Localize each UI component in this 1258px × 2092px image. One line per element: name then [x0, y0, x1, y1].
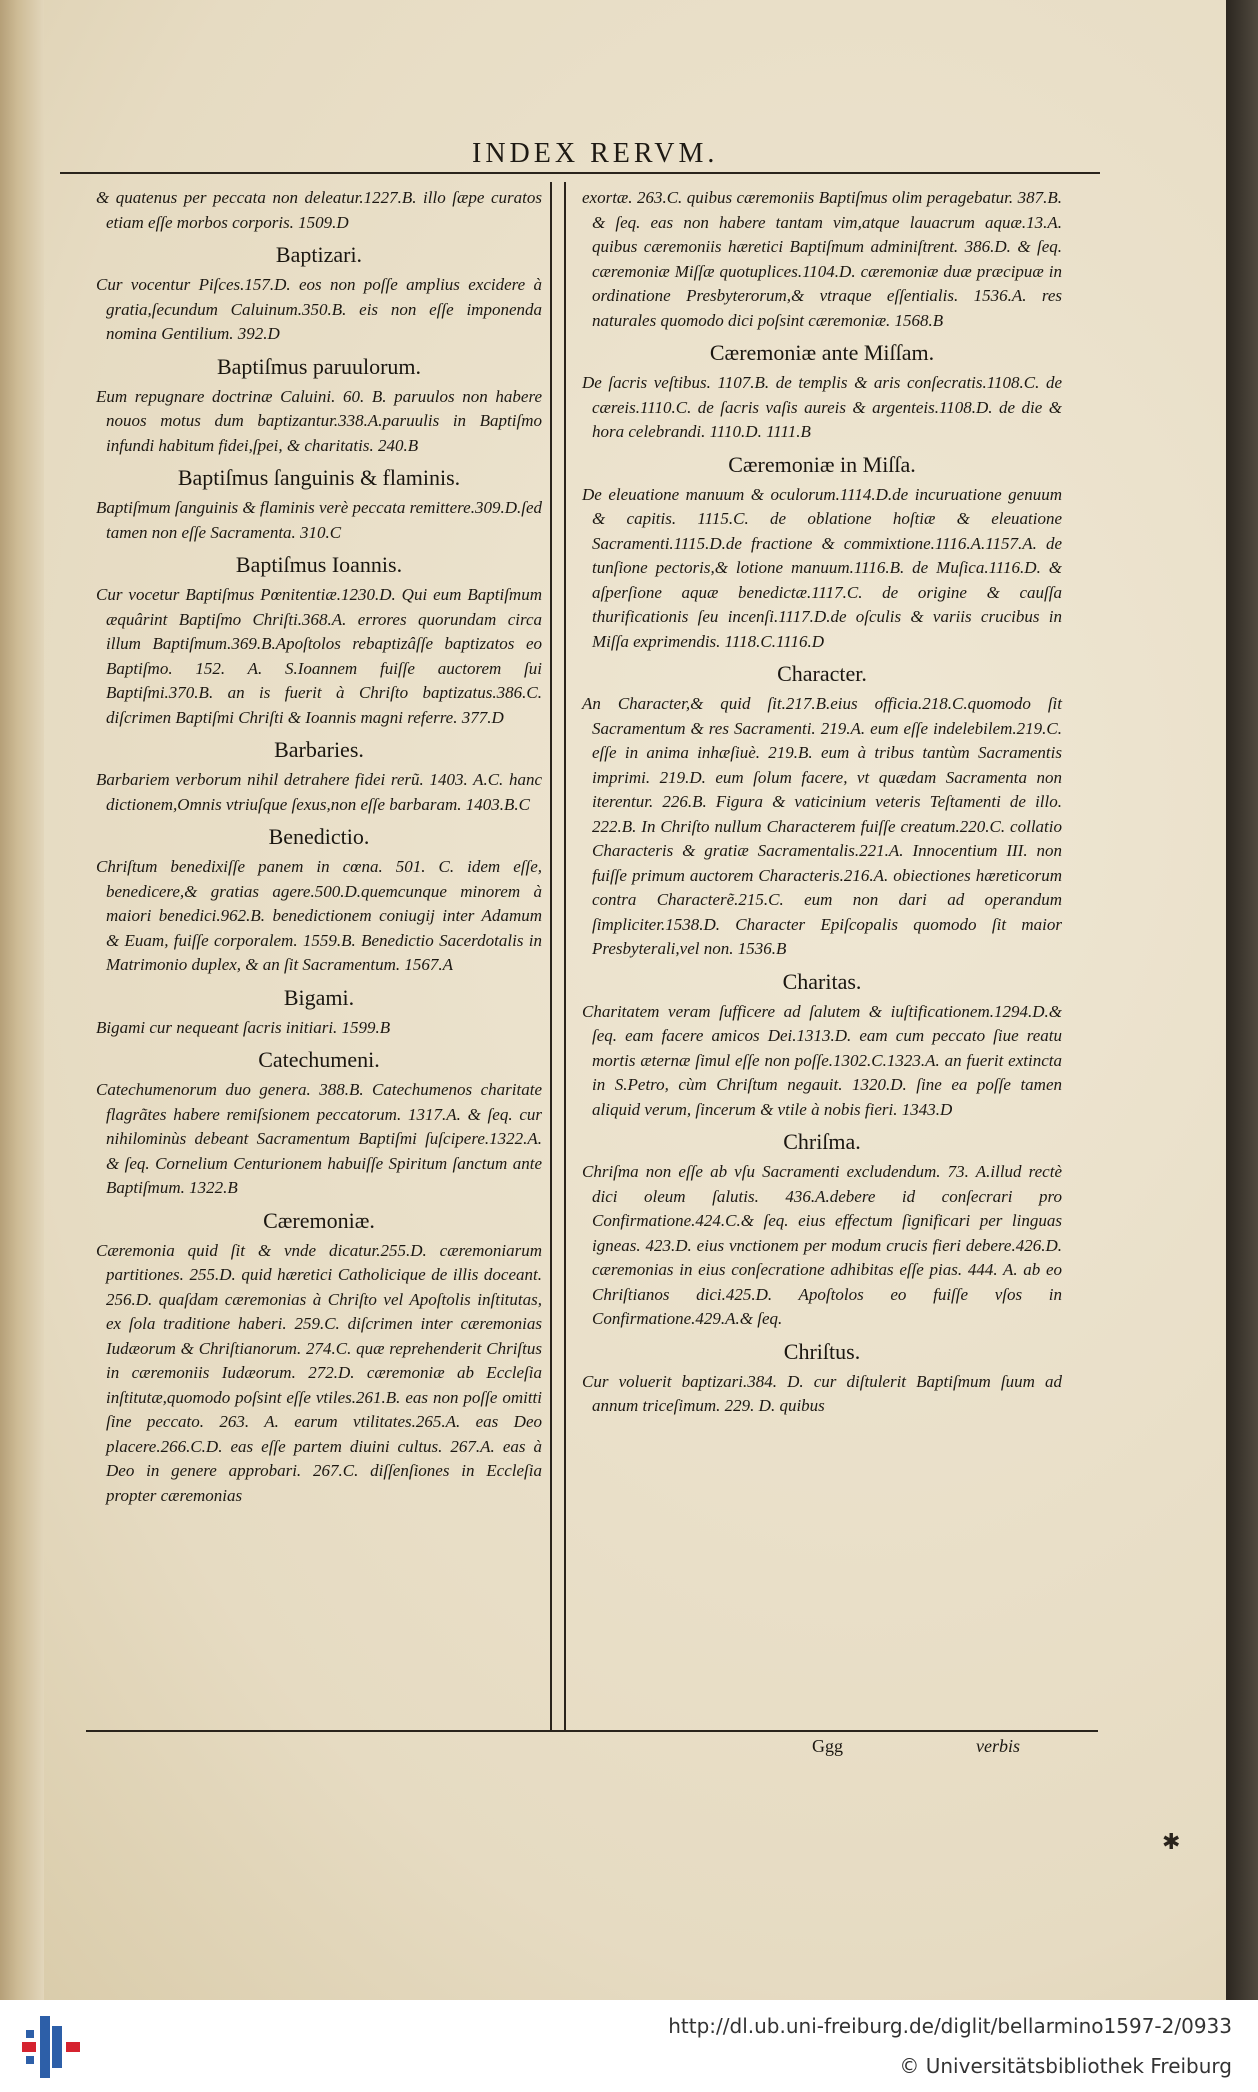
page-right-edge — [1226, 0, 1258, 2000]
bottom-rule — [86, 1730, 1098, 1732]
header-rule — [60, 172, 1100, 174]
index-entry: Chriſtum benedixiſſe panem in cœna. 501. C. idem eſſe, benedicere,& gratias agere.500.D.quemcunque minorem à maiori benedici.962.B. benedictionem coniugij inter Adamum & Euam, fuiſſe corporalem. 1559.B. Benedictio Sacerdotalis in Matrimonio duplex, & an ſit Sacramentum. 1567.A — [96, 857, 542, 974]
right-column-content — [582, 186, 1062, 1419]
index-entry: Catechumenorum duo genera. 388.B. Catechumenos charitate flagrãtes habere remiſsionem peccatorum. 1317.A. & ſeq. cur nihilominùs debeant Sacramentum Baptiſmi ſuſcipere.1322.A. & ſeq. Cornelium Centurionem habuiſſe Spiritum ſanctum ante Baptiſmum. 1322.B — [96, 1080, 542, 1197]
index-entry: Eum repugnare doctrinæ Caluini. 60. B. paruulos non habere nouos motus dum baptizantur.338.A.paruulis in Baptiſmo infundi habitum fidei,ſpei, & charitatis. 240.B — [96, 386, 542, 455]
index-heading: Chriſtus. — [783, 1338, 861, 1364]
copyright-notice: © Universitätsbibliothek Freiburg — [899, 2054, 1232, 2078]
signature-mark: Ggg — [812, 1736, 843, 1756]
index-entry: Bigami cur nequeant ſacris initiari. 1599.B — [96, 1017, 391, 1037]
index-entry: Cur voluerit baptizari.384. D. cur diſtulerit Baptiſmum ſuum ad annum triceſimum. 229. D. quibus — [582, 1371, 1062, 1415]
left-column — [86, 182, 552, 1732]
index-heading: Chriſma. — [783, 1129, 861, 1154]
document-url-link[interactable]: http://dl.ub.uni-freiburg.de/diglit/bellarmino1597-2/0933 — [668, 2014, 1232, 2038]
index-heading: Cæremoniæ. — [263, 1207, 375, 1233]
page-title: INDEX RERVM. — [472, 138, 719, 169]
index-entry: Barbariem verborum nihil detrahere fidei rerũ. 1403. A.C. hanc dictionem,Omnis vtriuſque ſexus,non eſſe barbaram. 1403.B.C — [96, 770, 542, 814]
library-logo-icon — [22, 2016, 82, 2078]
index-entry: De ſacris veſtibus. 1107.B. de templis & aris conſecratis.1108.C. de cæreis.1110.C. de ſacris vaſis aureis & argenteis.1108.D. de die & hora celebrandi. 1110.D. 1111.B — [582, 373, 1062, 441]
page-gutter-shadow — [0, 0, 44, 2000]
index-entry: An Character,& quid ſit.217.B.eius officia.218.C.quomodo ſit Sacramentum & res Sacramenti. 219.A. eum eſſe indelebilem.219.C. eſſe in anima inhæſiuè. 219.B. eum à tribus tantùm Sacramentis imprimi. 219.D. eum ſolum facere, vt quædam Sacramenta non iterentur. 226.B. Figura & vaticinium veteris Teſtamenti de illo. 222.B. In Chriſto nullum Characterem fuiſſe creatum.220.C. collatio Characteris & gratiæ Sacramentalis.221.A. Innocentium III. non fuiſſe primum auctorem Characteris.216.A. obiectiones hæreticorum contra Characterẽ.215.C. eum non dari ad operandum ſimpliciter.1538.D. Character Epiſcopalis quomodo ſit maior Presbyterali,vel non. 1536.B — [582, 694, 1062, 958]
right-column — [564, 182, 1066, 1732]
index-heading: Baptiſmus paruulorum. — [216, 353, 422, 379]
index-heading: Bigami. — [283, 984, 355, 1010]
index-entry: De eleuatione manuum & oculorum.1114.D.de incuruatione genuum & capitis. 1115.C. de oblatione hoſtiæ & eleuatione Sacramenti.1115.D.de fractione & commixtione.1116.A.1157.A. de tunſione pectoris,& lotione manuum.1116.B. de Muſica.1116.D. & aſperſione aquæ benedictæ.1117.C. de origine & cauſſa thurificationis ſeu incenſi.1117.D.de oſculis & variis crucibus in Miſſa exprimendis. 1118.C.1116.D — [582, 484, 1062, 651]
index-entry: Cur vocentur Piſces.157.D. eos non poſſe amplius excidere à gratia,ſecundum Caluinum.350.B. eis non eſſe imponenda nomina Gentilium. 392.D — [96, 275, 542, 343]
index-entry: Charitatem veram ſufficere ad ſalutem & iuſtificationem.1294.D.& ſeq. eam facere amicos Dei.1313.D. eam cum peccato ſiue reatu mortis æternæ ſimul eſſe non poſſe.1302.C.1323.A. an fuerit extincta in S.Petro, cùm Chriſtum negauit. 1320.D. ſine ea poſſe tamen aliquid verum, ſincerum & vtile à nobis fieri. 1343.D — [582, 1001, 1062, 1119]
catchword: verbis — [976, 1736, 1020, 1756]
ink-blot: ✱ — [1162, 1830, 1181, 1855]
index-entry: exortæ. 263.C. quibus cæremoniis Baptiſmus olim peragebatur. 387.B. & ſeq. eas non habere tantam vim,atque lauacrum aquæ.13.A. quibus cæremoniis hæretici Baptiſmum adminiſtrent. 386.D. & ſeq. cæremoniæ Miſſæ quotuplices.1104.D. cæremoniæ duæ præcipuæ in ordinatione Presbyterorum,& vtraque eſſentialis. 1536.A. res naturales quomodo dici poſsint cæremoniæ. 1568.B — [582, 188, 1062, 330]
index-heading: Catechumeni. — [258, 1047, 380, 1072]
index-entry: & quatenus per peccata non deleatur.1227.B. illo ſæpe curatos etiam eſſe morbos corporis. 1509.D — [96, 188, 542, 232]
index-entry: Cæremonia quid ſit & vnde dicatur.255.D. cæremoniarum partitiones. 255.D. quid hæretici Catholicique de illis doceant. 256.D. quaſdam cæremonias à Chriſto vel Apoſtolis inſtitutas, ex ſola traditione haberi. 259.C. diſcrimen inter cæremonias Iudæorum & Chriſtianorum. 274.C. quæ reprehenderit Chriſtus in cæremoniis Iudæorum. 272.D. cæremoniæ ab Eccleſia inſtitutæ,quomodo poſsint eſſe vtiles.261.B. eas non poſſe omitti ſine peccato. 263. A. earum vtilitates.265.A. eas Deo placere.266.C.D. eas eſſe partem diuini cultus. 267.A. eas à Deo in genere approbari. 267.C. diſſenſiones in Eccleſia propter cæremonias — [96, 1240, 542, 1505]
viewer-footer — [0, 2000, 1258, 2092]
page-header — [60, 132, 1100, 174]
index-heading: Charitas. — [782, 968, 862, 994]
index-heading: Baptizari. — [275, 242, 363, 267]
index-entry: Baptiſmum ſanguinis & flaminis verè peccata remittere.309.D.ſed tamen non eſſe Sacramenta. 310.C — [96, 498, 542, 542]
index-heading: Baptiſmus ſanguinis & flaminis. — [177, 465, 461, 490]
index-heading: Benedictio. — [268, 824, 370, 849]
index-frame — [86, 182, 1068, 1732]
left-column-content — [96, 186, 542, 1508]
index-entry: Cur vocetur Baptiſmus Pœnitentiæ.1230.D. Qui eum Baptiſmum æquârint Baptiſmo Chriſti.368.A. errores quorundam circa illum Baptiſmum.369.B.Apoſtolos rebaptizâſſe baptizatos eo Baptiſmo. 152. A. S.Ioannem fuiſſe auctorem ſui Baptiſmi.370.B. an is fuerit à Chriſto baptizatus.386.C. diſcrimen Baptiſmi Chriſti & Ioannis magni referre. 377.D — [96, 585, 542, 727]
index-entry: Chriſma non eſſe ab vſu Sacramenti excludendum. 73. A.illud rectè dici oleum ſalutis. 436.A.debere id conſecrari pro Confirmatione.424.C.& ſeq. eius effectum ſignificari per linguas igneas. 423.D. eius vnctionem per modum crucis fieri debere.426.D. cæremonias in eius conſecratione adhibitas eſſe pias. 444. A. ab eo Chriſtianos dici.425.D. Apoſtolos eo fuiſſe vſos in Confirmatione.429.A.& ſeq. — [582, 1162, 1062, 1328]
index-heading: Cæremoniæ ante Miſſam. — [709, 340, 935, 365]
index-heading: Barbaries. — [274, 737, 364, 762]
index-heading: Cæremoniæ in Miſſa. — [728, 451, 916, 477]
index-heading: Character. — [777, 661, 867, 686]
index-heading: Baptiſmus Ioannis. — [235, 552, 403, 577]
